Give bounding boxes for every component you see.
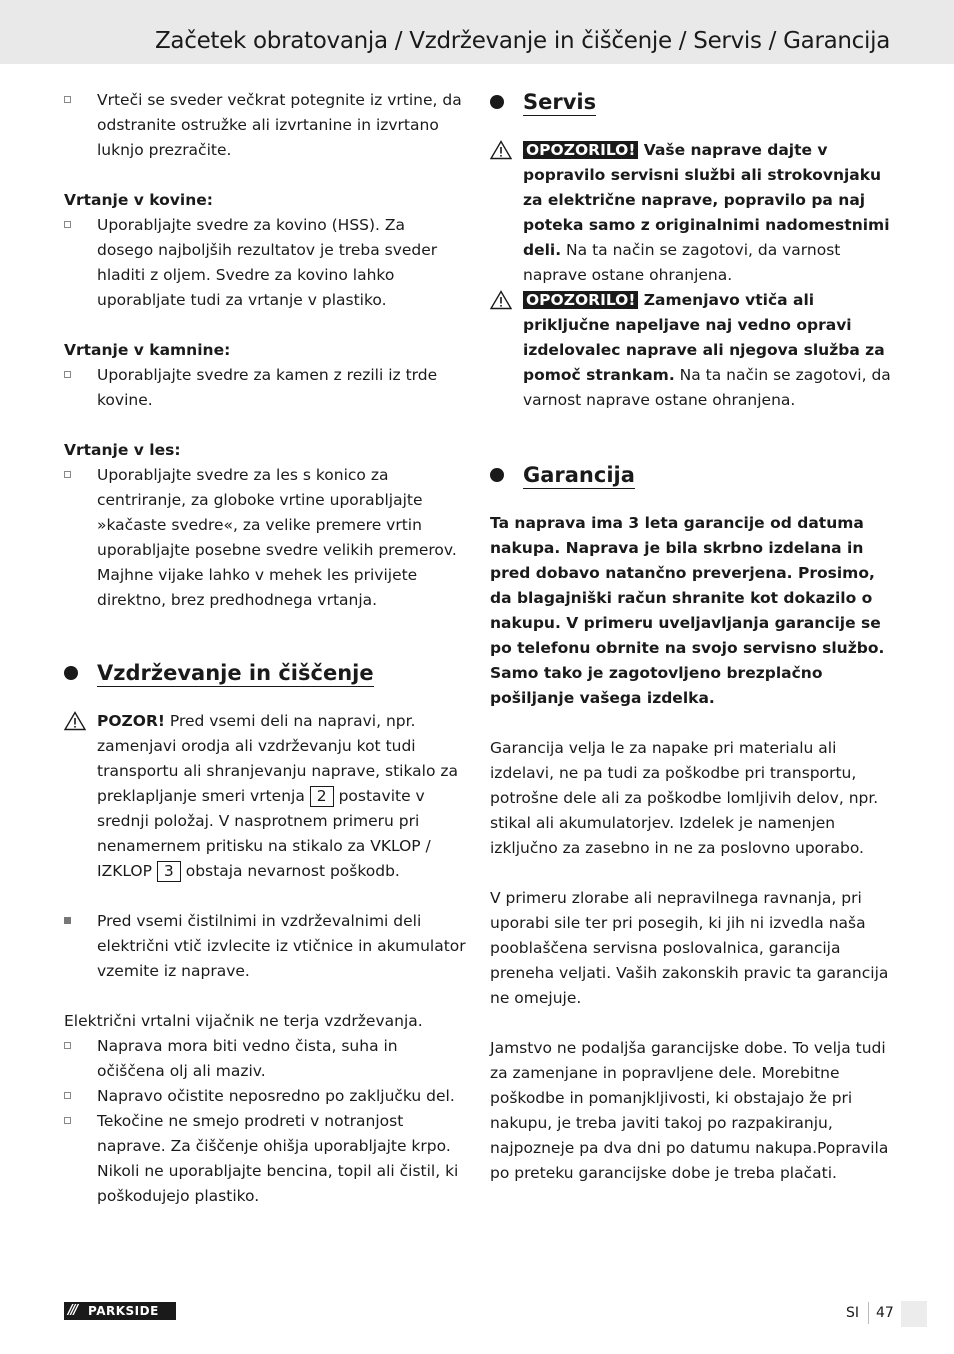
warning-triangle-icon <box>490 290 512 310</box>
maintenance-note: Električni vrtalni vijačnik ne terja vzdrževanja. <box>64 1012 423 1030</box>
list-item-text: Napravo očistite neposredno po zaključku del. <box>97 1087 455 1105</box>
list-item <box>64 1034 466 1084</box>
bullet-icon <box>64 371 71 378</box>
bullet-icon <box>64 1042 71 1049</box>
list-item-text: Uporabljajte svedre za kovino (HSS). Za dosego najboljših rezultatov je treba sveder hladiti z oljem. Svedre za kovino lahko uporabljate tudi za vrtanje v plastiko. <box>97 216 438 309</box>
bullet-icon <box>64 471 71 478</box>
part-number-badge: 3 <box>157 861 181 882</box>
caution-note: POZOR! Pred vsemi deli na napravi, npr. zamenjavi orodja ali vzdrževanju kot tudi transportu ali shranjevanju naprave, stikalo za preklapljanje smeri vrtenja 2 postavite v srednji položaj. V nasprotnem primeru pri nenamernem pritisku na stikalo za VKLOP / IZKLOP 3 obstaja nevarnost poškodb. <box>64 709 466 884</box>
heading-dot-icon <box>64 666 78 680</box>
heading-dot-icon <box>490 95 504 109</box>
section-heading-maintenance: Vzdrževanje in čiščenje <box>64 659 466 687</box>
bullet-icon <box>64 221 71 228</box>
heading-dot-icon <box>490 468 504 482</box>
list-item <box>64 1084 466 1109</box>
page-title: Začetek obratovanja / Vzdrževanje in čiščenje / Servis / Garancija <box>154 28 890 54</box>
warning-triangle-icon <box>490 140 512 160</box>
footer-divider <box>868 1302 869 1324</box>
subheading-wood: Vrtanje v les: <box>64 441 181 459</box>
list-item <box>64 88 466 163</box>
warranty-paragraph: V primeru zlorabe ali nepravilnega ravnanja, pri uporabi sile ter pri posegih, ki jih ni izvedla naša pooblaščena servisna poslovalnica, garancija preneha veljati. Vaših zakonskih pravic ta garancija ne omejuje. <box>490 889 889 1007</box>
warning-badge: OPOZORILO! <box>523 141 638 159</box>
list-item <box>64 213 466 313</box>
page-header <box>0 0 954 64</box>
list-item <box>64 463 466 613</box>
caution-label: POZOR! <box>97 712 165 730</box>
list-item <box>64 363 466 413</box>
bullet-icon <box>64 917 71 924</box>
left-column <box>64 88 466 1209</box>
bullet-icon <box>64 1092 71 1099</box>
list-item-text: Tekočine ne smejo prodreti v notranjost naprave. Za čiščenje ohišja uporabljajte krpo. Nikoli ne uporabljajte bencina, topil ali čistil, ki poškodujejo plastiko. <box>97 1112 459 1205</box>
footer-tab <box>901 1301 927 1327</box>
section-heading-servis: Servis <box>490 88 892 116</box>
list-item-text: Pred vsemi čistilnimi in vzdrževalnimi deli električni vtič izvlecite iz vtičnice in akumulator vzemite iz naprave. <box>97 912 466 980</box>
bullet-icon <box>64 1117 71 1124</box>
list-item <box>64 1109 466 1209</box>
right-column <box>490 88 892 1186</box>
warning-triangle-icon <box>64 711 86 731</box>
list-item-text: Uporabljajte svedre za les s konico za centriranje, za globoke vrtine uporabljajte »kačaste svedre«, za velike premere vrtin uporabljajte posebne svedre velikih premerov. Majhne vijake lahko v mehek les privijete direktno, brez predhodnega vrtanja. <box>97 466 457 609</box>
warning-badge: OPOZORILO! <box>523 291 638 309</box>
language-code: SI <box>846 1305 860 1321</box>
warranty-paragraph: Garancija velja le za napake pri materialu ali izdelavi, ne pa tudi za poškodbe pri transportu, potrošne dele ali za poškodbe lomljivih delov, npr. stikal ali akumulatorjev. Izdelek je namenjen izključno za zasebno in ne za poslovno uporabo. <box>490 739 879 857</box>
list-item-text: Naprava mora biti vedno čista, suha in očiščena olj ali maziv. <box>97 1037 398 1080</box>
warranty-paragraph: Jamstvo ne podaljša garancijske dobe. To velja tudi za zamenjane in popravljene dele. Morebitne poškodbe in pomanjkljivosti, ki obstajajo že pri nakupu, je treba javiti takoj po razpakiranju, najpozneje pa dva dni po datumu nakupa.Popravila po preteku garancijske dobe je treba plačati. <box>490 1039 889 1182</box>
list-item-text: Vrteči se sveder večkrat potegnite iz vrtine, da odstranite ostružke ali izvrtanine in izvrtano luknjo prezračite. <box>97 91 462 159</box>
parkside-logo: /// PARKSIDE <box>64 1302 176 1320</box>
list-item-text: Uporabljajte svedre za kamen z rezili iz trde kovine. <box>97 366 438 409</box>
warranty-intro: Ta naprava ima 3 leta garancije od datuma nakupa. Naprava je bila skrbno izdelana in pred dobavo natančno preverjena. Prosimo, da blagajniški račun shranite kot dokazilo o nakupu. V primeru uveljavljanja garancije se po telefonu obrnite na svojo servisno službo. Samo tako je zagotovljeno brezplačno pošiljanje vašega izdelka. <box>490 514 885 707</box>
bullet-icon <box>64 96 71 103</box>
list-item <box>64 909 466 984</box>
part-number-badge: 2 <box>310 786 334 807</box>
warning-note: OPOZORILO! Vaše naprave dajte v popravilo servisni službi ali strokovnjaku za električne naprave, popravilo pa naj poteka samo z originalnimi nadomestnimi deli. Na ta način se zagotovi, da varnost naprave ostane ohranjena. <box>490 138 892 288</box>
section-heading-garancija: Garancija <box>490 461 892 489</box>
subheading-stone: Vrtanje v kamnine: <box>64 341 231 359</box>
subheading-metal: Vrtanje v kovine: <box>64 191 213 209</box>
warning-note: OPOZORILO! Zamenjavo vtiča ali priključne napeljave naj vedno opravi izdelovalec naprave ali njegova služba za pomoč strankam. Na ta način se zagotovi, da varnost naprave ostane ohranjena. <box>490 288 892 413</box>
page-number: 47 <box>876 1305 894 1321</box>
